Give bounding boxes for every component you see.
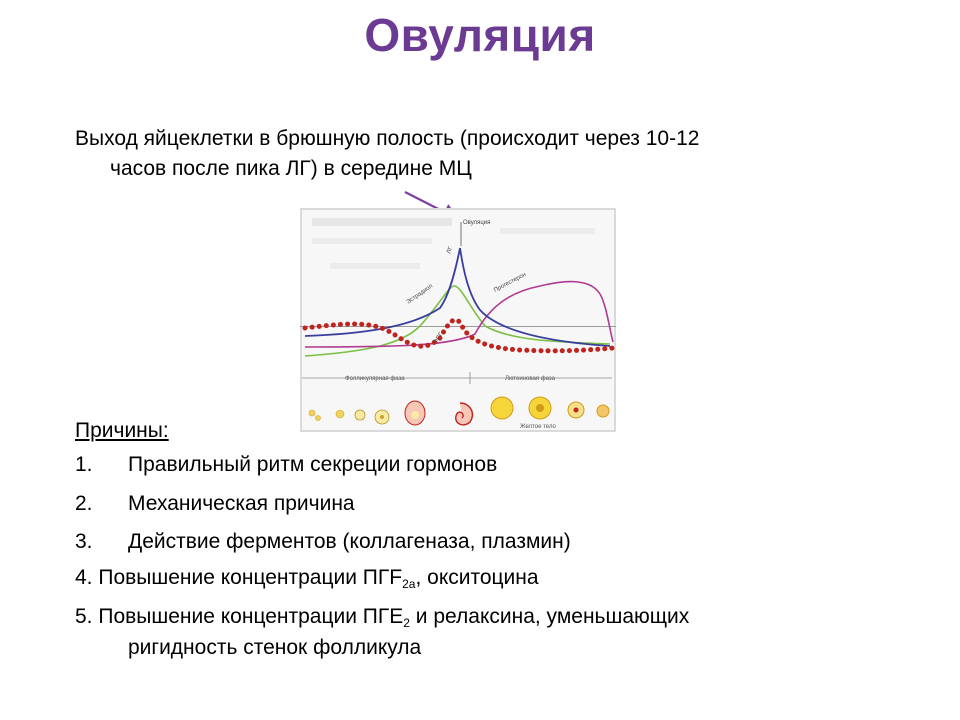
cause-text-suffix: , окситоцина: [415, 566, 539, 589]
cause-subscript: 2: [403, 616, 410, 630]
ovulation-label: Овуляция: [463, 220, 491, 226]
luteal-phase-label: Лютеиновая фаза: [505, 376, 555, 382]
cause-text: 4. Повышение концентрации ПГF: [75, 566, 403, 589]
cause-subscript: 2a: [402, 577, 416, 591]
corpus-luteum-label: Желтое тело: [520, 424, 556, 430]
follicular-phase-label: Фолликулярная фаза: [345, 376, 405, 382]
cause-item-2: [75, 492, 355, 516]
cause-continuation: ригидность стенок фолликула: [128, 636, 422, 659]
progesterone-label: Прогестерон: [493, 271, 528, 294]
cause-text-suffix: и релаксина, уменьшающих: [409, 605, 690, 628]
cause-text: 5. Повышение концентрации ПГЕ: [75, 605, 404, 628]
lh-label: ЛГ: [446, 245, 455, 255]
cause-item-1: [75, 453, 497, 477]
cause-number: 2.: [75, 492, 93, 515]
fsh-label: ФСГ: [432, 331, 445, 346]
cause-item-5: [75, 605, 689, 660]
cause-text: Механическая причина: [128, 492, 355, 515]
estradiol-label: Эстрадиол: [405, 283, 434, 306]
cause-number: 1.: [75, 453, 93, 476]
cause-item-3: [75, 530, 571, 554]
slide-title: Овуляция: [364, 9, 596, 61]
hormone-cycle-figure: [300, 208, 616, 432]
intro-line-2: часов после пика ЛГ) в середине МЦ: [110, 157, 472, 180]
cause-item-4: [75, 566, 539, 591]
cause-text: Действие ферментов (коллагеназа, плазмин): [128, 530, 571, 553]
hormone-cycle-diagram: [300, 208, 616, 432]
cause-number: 3.: [75, 530, 93, 553]
cause-text: Правильный ритм секреции гормонов: [128, 453, 498, 476]
intro-line-1: Выход яйцеклетки в брюшную полость (происходит через 10-12: [75, 127, 700, 150]
causes-heading: Причины:: [75, 419, 169, 442]
